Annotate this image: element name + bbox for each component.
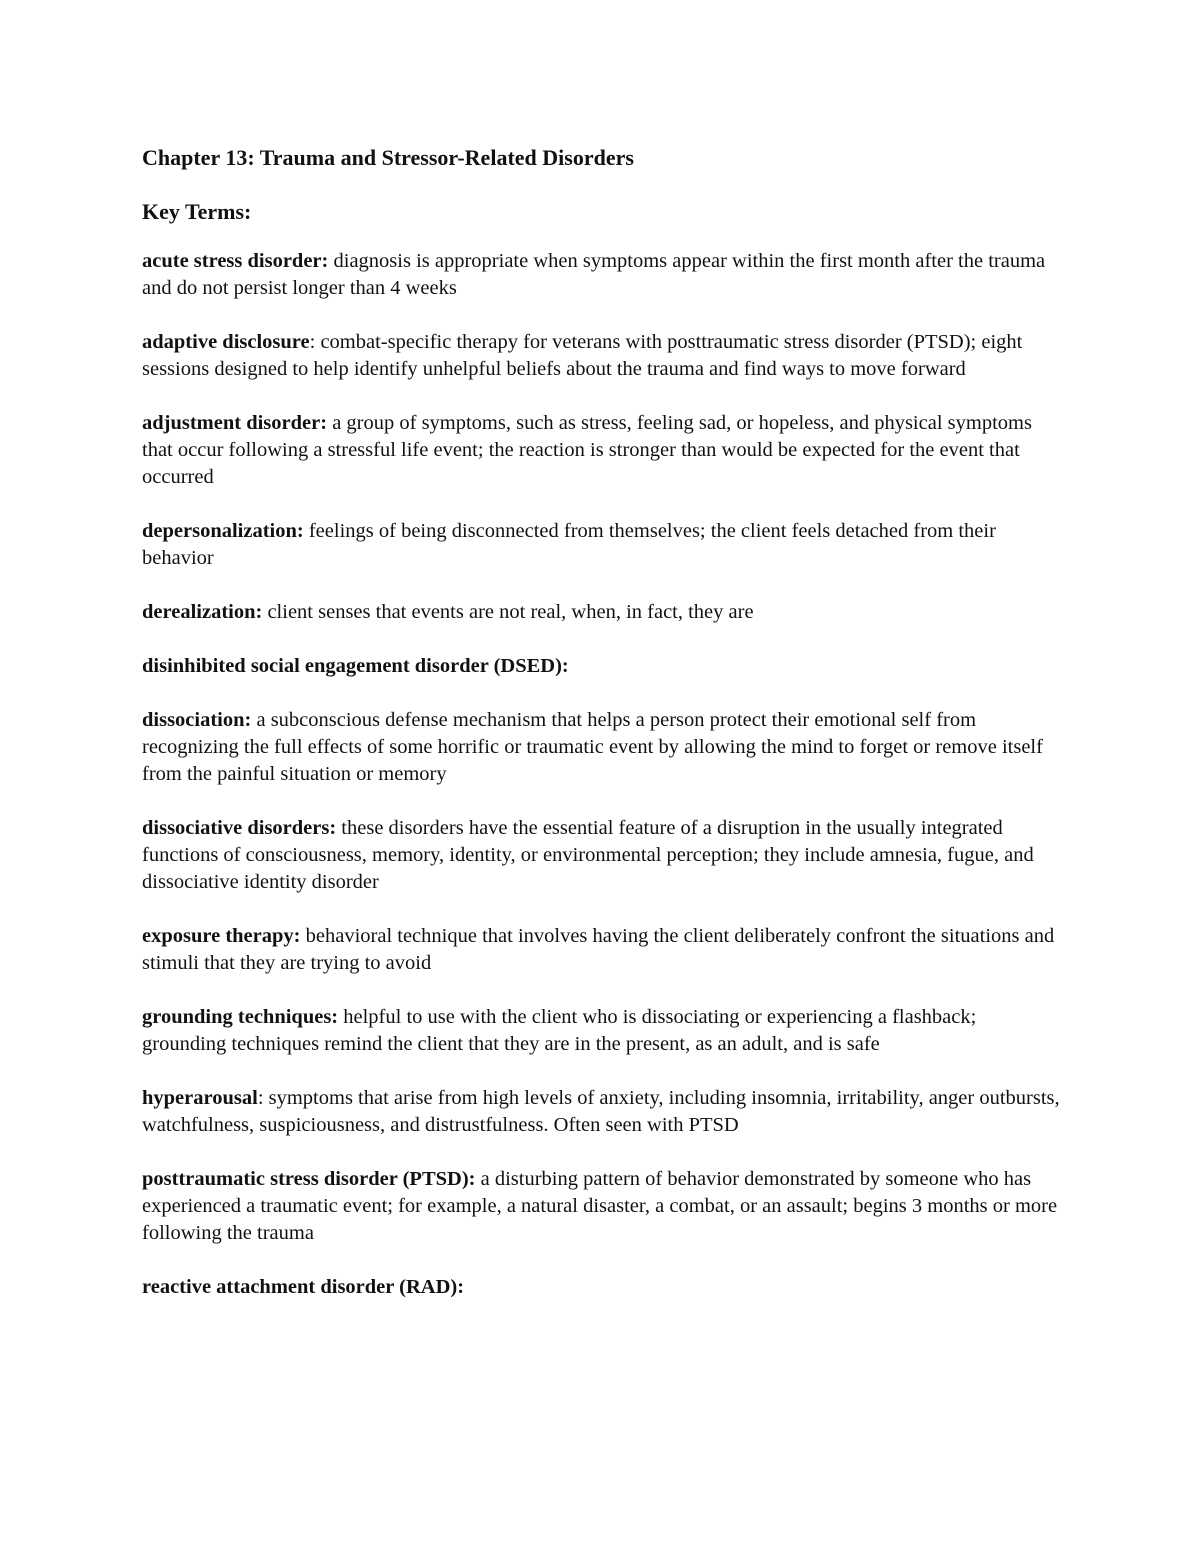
glossary-entry <box>142 329 1062 383</box>
glossary-term: acute stress disorder: <box>142 250 329 272</box>
glossary-term: disinhibited social engagement disorder (DSED): <box>142 655 569 677</box>
glossary-term: grounding techniques: <box>142 1006 339 1028</box>
glossary-term: adaptive disclosure <box>142 331 310 353</box>
glossary-term: dissociative disorders: <box>142 817 337 839</box>
glossary-entry <box>142 1274 1062 1301</box>
glossary-entry <box>142 599 1062 626</box>
glossary-term: hyperarousal <box>142 1087 258 1109</box>
section-heading: Key Terms: <box>142 199 252 224</box>
glossary-term: adjustment disorder: <box>142 412 328 434</box>
glossary-entry <box>142 1004 1062 1058</box>
page-title: Chapter 13: Trauma and Stressor-Related Disorders <box>142 145 634 170</box>
glossary-term: derealization: <box>142 601 263 623</box>
glossary-term: exposure therapy: <box>142 925 301 947</box>
glossary-definition: a subconscious defense mechanism that helps a person protect their emotional self from recognizing the full effects of some horrific or traumatic event by allowing the mind to forget or remove itself from the painful situation or memory <box>142 709 1043 785</box>
glossary-entry <box>142 815 1062 896</box>
glossary-term: depersonalization: <box>142 520 304 542</box>
glossary-term: posttraumatic stress disorder (PTSD): <box>142 1168 476 1190</box>
glossary-definition: a group of symptoms, such as stress, feeling sad, or hopeless, and physical symptoms that occur following a stressful life event; the reaction is stronger than would be expected for the event that occurred <box>142 412 1032 488</box>
glossary-entry <box>142 707 1062 788</box>
document-page <box>142 142 1062 1328</box>
glossary-definition: : combat-specific therapy for veterans with posttraumatic stress disorder (PTSD); eight sessions designed to help identify unhelpful beliefs about the trauma and find ways to move forward <box>142 331 1023 380</box>
glossary-term: reactive attachment disorder (RAD): <box>142 1276 465 1298</box>
glossary-entry <box>142 1085 1062 1139</box>
glossary-entry <box>142 248 1062 302</box>
glossary-definition: helpful to use with the client who is dissociating or experiencing a flashback; grounding techniques remind the client that they are in the present, as an adult, and is safe <box>142 1006 977 1055</box>
glossary-entry <box>142 410 1062 491</box>
glossary-entry <box>142 1166 1062 1247</box>
glossary-definition: a disturbing pattern of behavior demonstrated by someone who has experienced a traumatic event; for example, a natural disaster, a combat, or an assault; begins 3 months or more following the trauma <box>142 1168 1058 1244</box>
glossary-definition: : symptoms that arise from high levels of anxiety, including insomnia, irritability, anger outbursts, watchfulness, suspiciousness, and distrustfulness. Often seen with PTSD <box>142 1087 1060 1136</box>
glossary-entry <box>142 923 1062 977</box>
glossary-definition: diagnosis is appropriate when symptoms appear within the first month after the trauma and do not persist longer than 4 weeks <box>142 250 1046 299</box>
glossary-entry <box>142 518 1062 572</box>
glossary-definition: these disorders have the essential feature of a disruption in the usually integrated functions of consciousness, memory, identity, or environmental perception; they include amnesia, fugue, and dissociative identity disorder <box>142 817 1034 893</box>
glossary-definition: feelings of being disconnected from themselves; the client feels detached from their behavior <box>142 520 996 569</box>
glossary-definition: client senses that events are not real, when, in fact, they are <box>262 601 754 623</box>
glossary-definition: behavioral technique that involves having the client deliberately confront the situations and stimuli that they are trying to avoid <box>142 925 1055 974</box>
glossary-term: dissociation: <box>142 709 252 731</box>
glossary-entry <box>142 653 1062 680</box>
